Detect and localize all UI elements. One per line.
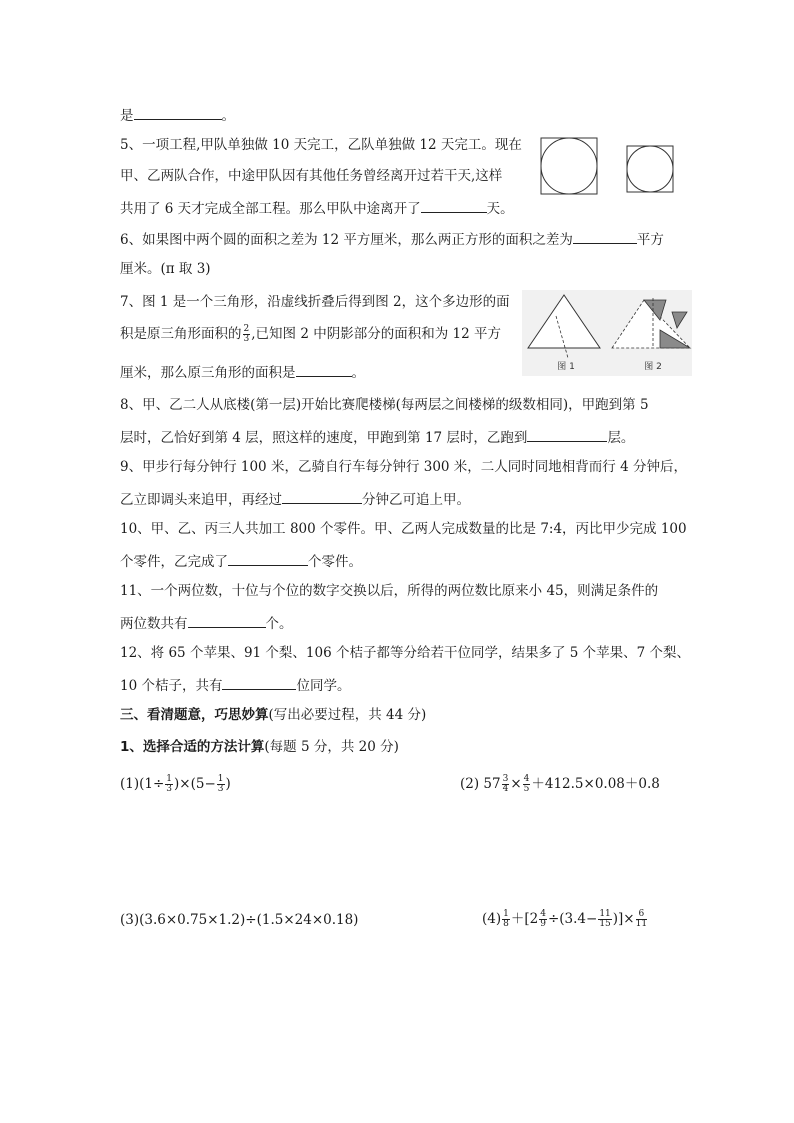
calc-problem-2 (460, 774, 660, 794)
denominator: 15 (599, 919, 611, 929)
calc4-part: ÷(3.4− (547, 911, 598, 927)
numerator: 4 (540, 909, 546, 919)
q8-line1: 8、甲、乙二人从底楼(第一层)开始比赛爬楼梯(每两层之间楼梯的级数相同)，甲跑到第 5 (120, 397, 649, 413)
q4-tail-text: 是 (120, 108, 134, 124)
fraction (243, 325, 251, 344)
answer-blank[interactable] (228, 551, 308, 566)
subsection-title: 1、选择合适的方法计算 (120, 739, 265, 755)
q9-line2-text: 乙立即调头来追甲，再经过 (120, 492, 282, 508)
answer-blank[interactable] (296, 362, 352, 377)
q11-line1: 11、一个两位数，十位与个位的数字交换以后，所得的两位数比原来小 45，则满足条件的 (120, 583, 659, 599)
calc1-part: (1)(1÷ (120, 776, 165, 792)
calc2-part: ＋412.5×0.08＋0.8 (531, 776, 660, 792)
numerator: 4 (523, 774, 530, 784)
q7-line1: 7、图 1 是一个三角形，沿虚线折叠后得到图 2，这个多边形的面 (120, 294, 510, 310)
fraction (165, 775, 173, 794)
fraction (502, 910, 510, 929)
q6-line1-end: 平方 (636, 232, 664, 248)
q12-line2-end: 位同学。 (296, 678, 351, 694)
numerator: 6 (636, 910, 647, 920)
denominator: 3 (166, 784, 173, 794)
q12-line2 (120, 675, 350, 695)
q12-line2-text: 10 个桔子，共有 (120, 678, 223, 694)
calc4-part: ＋[2 (510, 911, 539, 927)
fraction (598, 910, 611, 929)
denominator: 8 (503, 919, 509, 929)
fig1-label: 图 1 (557, 362, 575, 372)
section-title: 三、看清题意，巧思妙算 (120, 707, 269, 723)
calc1-part: ) (225, 776, 231, 792)
q7-line2 (120, 325, 501, 344)
fig2-label: 图 2 (644, 362, 662, 372)
q6-line1-text: 6、如果图中两个圆的面积之差为 12 平方厘米，那么两正方形的面积之差为 (120, 232, 573, 248)
calc4-part: (4) (482, 911, 502, 927)
calc2-part: (2) 57 (460, 776, 501, 792)
answer-blank[interactable] (573, 229, 637, 244)
section-heading (120, 706, 426, 724)
calc1-part: )×(5− (174, 776, 216, 792)
q4-tail-end: 。 (221, 108, 235, 124)
q7-line3-text: 厘米，那么原三角形的面积是 (120, 365, 296, 381)
denominator: 9 (540, 919, 546, 929)
q6-line2: 厘米。(π 取 3) (120, 261, 211, 277)
squares-circles-figure (538, 135, 678, 197)
q8-line2-text: 层时，乙恰好到第 4 层，照这样的速度，甲跑到第 17 层时，乙跑到 (120, 430, 528, 446)
calc-problem-4 (482, 908, 648, 930)
calc-problem-3: (3)(3.6×0.75×1.2)÷(1.5×24×0.18) (120, 912, 359, 928)
q9-line2-end: 分钟乙可追上甲。 (362, 492, 470, 508)
q9-line2 (120, 489, 470, 509)
fraction (636, 910, 647, 929)
fraction (539, 910, 547, 929)
calc2-part: × (510, 776, 522, 792)
denominator: 3 (217, 784, 224, 794)
numerator: 11 (599, 909, 611, 919)
section-note: (写出必要过程，共 44 分) (268, 707, 427, 723)
q10-line1: 10、甲、乙、丙三人共加工 800 个零件。甲、乙两人完成数量的比是 7:4，丙比甲少完成 100 (120, 521, 687, 537)
q5-line2: 甲、乙两队合作，中途甲队因有其他任务曾经离开过若干天,这样 (120, 168, 503, 184)
answer-blank[interactable] (188, 613, 266, 628)
q9-line1: 9、甲步行每分钟行 100 米，乙骑自行车每分钟行 300 米，二人同时同地相背而行 4 分钟后， (120, 459, 687, 475)
q11-line2 (120, 613, 293, 633)
numerator: 1 (503, 909, 509, 919)
subsection-note: (每题 5 分，共 20 分) (264, 739, 399, 755)
answer-blank[interactable] (222, 675, 296, 690)
q6-line1 (120, 229, 664, 249)
triangle-figures (522, 290, 692, 376)
q11-line2-end: 个。 (265, 616, 293, 632)
subsection-heading (120, 738, 399, 756)
large-circle (541, 138, 597, 194)
fraction (523, 775, 531, 794)
q11-line2-text: 两位数共有 (120, 616, 188, 632)
q10-line2 (120, 551, 362, 571)
fraction (502, 775, 510, 794)
answer-blank[interactable] (134, 105, 222, 120)
numerator: 3 (502, 774, 509, 784)
answer-blank[interactable] (527, 427, 607, 442)
denominator: 4 (502, 784, 509, 794)
numerator: 1 (166, 774, 173, 784)
q7-line3 (120, 362, 365, 382)
denominator: 3 (243, 334, 250, 344)
numerator: 2 (243, 324, 250, 334)
q5-line3 (120, 198, 514, 218)
q5-line1: 5、一项工程,甲队单独做 10 天完工，乙队单独做 12 天完工。现在 (120, 137, 522, 153)
fraction (217, 775, 225, 794)
q7-line3-end: 。 (351, 365, 365, 381)
q5-line3-end: 天。 (486, 201, 514, 217)
q7-line2-end: ,已知图 2 中阴影部分的面积和为 12 平方 (251, 326, 501, 342)
answer-blank[interactable] (282, 489, 362, 504)
q10-line2-end: 个零件。 (308, 554, 362, 570)
q8-line2-end: 层。 (607, 430, 635, 446)
q4-tail (120, 105, 235, 125)
q8-line2 (120, 427, 634, 447)
calc-problem-1 (120, 774, 231, 794)
q12-line1: 12、将 65 个苹果、91 个梨、106 个桔子都等分给若干位同学，结果多了 5 个苹果、7 个梨、 (120, 645, 691, 661)
answer-blank[interactable] (421, 198, 487, 213)
small-circle (627, 146, 673, 192)
q10-line2-text: 个零件，乙完成了 (120, 554, 228, 570)
q5-line3-text: 共用了 6 天才完成全部工程。那么甲队中途离开了 (120, 201, 421, 217)
denominator: 11 (635, 919, 648, 929)
denominator: 5 (523, 784, 530, 794)
calc4-part: )]× (612, 911, 635, 927)
q7-line2-text: 积是原三角形面积的 (120, 326, 242, 342)
numerator: 1 (217, 774, 224, 784)
